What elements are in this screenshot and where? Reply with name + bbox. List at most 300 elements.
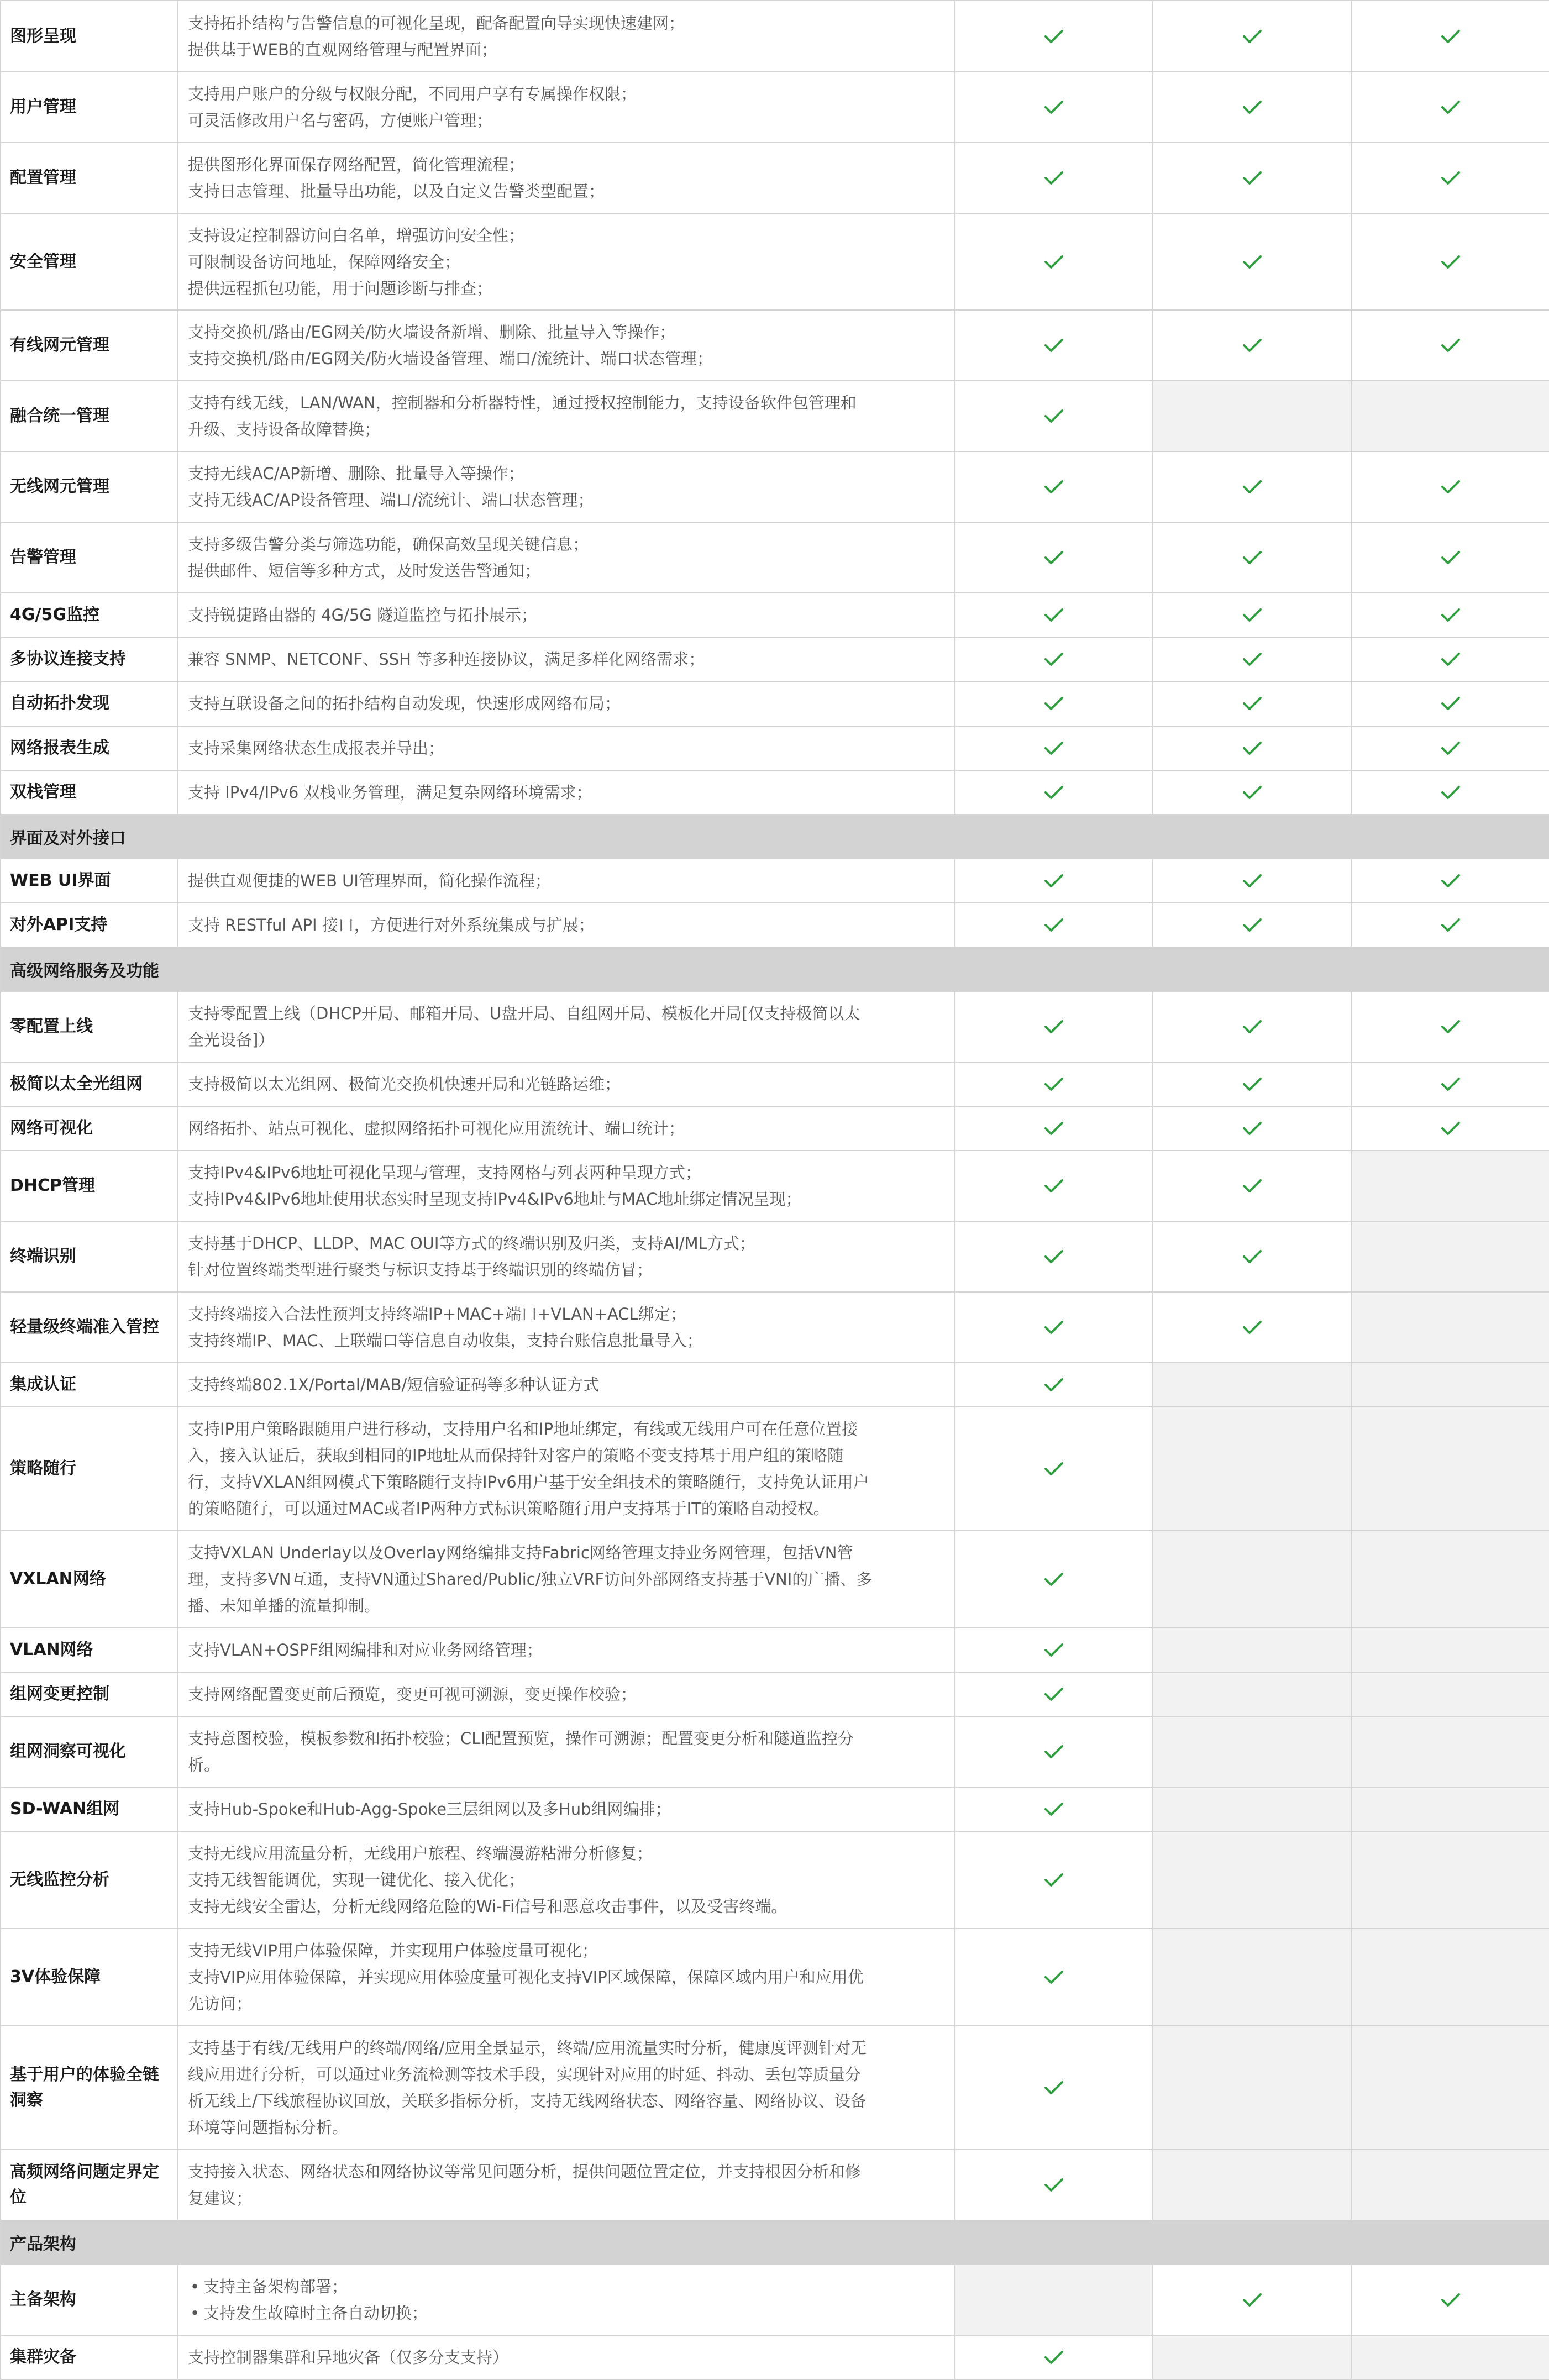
support-cell-unsupported (1351, 1628, 1549, 1672)
support-cell-unsupported (1153, 1716, 1351, 1787)
feature-row (1, 859, 1549, 903)
description-text: 支持 IPv4/IPv6 双栈业务管理，满足复杂网络环境需求； (188, 782, 592, 802)
check-icon (1440, 607, 1461, 623)
feature-description (177, 522, 955, 593)
description-text: 支持无线智能调优，实现一键优化、接入优化； (188, 1871, 525, 1890)
feature-name: SD-WAN组网 (1, 1787, 177, 1831)
description-text: 支持设定控制器访问白名单，增强访问安全性； (188, 225, 525, 245)
support-cell-supported (1153, 770, 1351, 815)
description-text: 支持主备架构部署； (203, 2277, 348, 2296)
description-line (188, 1593, 942, 1619)
support-cell-supported (955, 1221, 1153, 1292)
description-line (188, 602, 942, 628)
feature-description (177, 451, 955, 522)
feature-name: 无线监控分析 (1, 1831, 177, 1929)
description-text: 复建议； (188, 2188, 253, 2208)
check-icon (1440, 338, 1461, 353)
feature-name: 高频网络问题定界定位 (1, 2150, 177, 2220)
support-cell-supported (955, 1787, 1153, 1831)
support-cell-supported (955, 770, 1153, 815)
support-cell-unsupported (1351, 1531, 1549, 1628)
description-line (188, 10, 942, 36)
support-cell-unsupported (1153, 1363, 1351, 1407)
support-cell-supported (1153, 991, 1351, 1062)
feature-description (177, 72, 955, 143)
description-line (188, 345, 942, 372)
description-line (188, 1115, 942, 1142)
description-line (188, 1867, 942, 1893)
description-text: 支持终端接入合法性预判支持终端IP+MAC+端口+VLAN+ACL绑定； (188, 1304, 686, 1323)
description-line (188, 912, 942, 938)
description-text: 支持采集网络状态生成报表并导出； (188, 738, 445, 758)
check-icon (1043, 1801, 1064, 1817)
feature-description (177, 1150, 955, 1221)
support-cell-supported (1351, 726, 1549, 770)
support-cell-supported (955, 1831, 1153, 1929)
support-cell-supported (1351, 1, 1549, 72)
support-cell-unsupported (1153, 381, 1351, 451)
description-text: 入，接入认证后，获取到相同的IP地址从而保持针对客户的策略不变支持基于用户组的策略随 (188, 1446, 844, 1465)
feature-name: 网络可视化 (1, 1106, 177, 1150)
description-text: 支持无线AC/AP新增、删除、批量导入等操作； (188, 464, 524, 484)
feature-description (177, 2150, 955, 2220)
check-icon (1242, 652, 1263, 667)
description-text: 网络拓扑、站点可视化、虚拟网络拓扑可视化应用流统计、端口统计； (188, 1118, 685, 1138)
check-icon (1242, 550, 1263, 565)
support-cell-unsupported (1351, 2335, 1549, 2379)
feature-row (1, 381, 1549, 451)
description-line (188, 107, 942, 134)
feature-row (1, 1831, 1549, 1929)
support-cell-supported (1153, 593, 1351, 637)
feature-row (1, 1929, 1549, 2026)
support-cell-supported (1351, 859, 1549, 903)
support-cell-supported (1153, 903, 1351, 947)
check-icon (1043, 652, 1064, 667)
description-line (188, 275, 942, 302)
feature-row (1, 1407, 1549, 1531)
support-cell-supported (955, 859, 1153, 903)
feature-name: 融合统一管理 (1, 381, 177, 451)
section-title: 产品架构 (1, 2220, 1549, 2265)
feature-name: 无线网元管理 (1, 451, 177, 522)
description-text: 支持无线AC/AP设备管理、端口/流统计、端口状态管理； (188, 491, 594, 510)
support-cell-supported (1153, 1, 1351, 72)
check-icon (1043, 1019, 1064, 1034)
description-line (188, 1469, 942, 1495)
check-icon (1043, 1461, 1064, 1477)
check-icon (1242, 1249, 1263, 1264)
check-icon (1043, 2350, 1064, 2365)
support-cell-supported (955, 1292, 1153, 1363)
feature-row (1, 1363, 1549, 1407)
check-icon (1440, 1076, 1461, 1092)
description-text: 兼容 SNMP、NETCONF、SSH 等多种连接协议，满足多样化网络需求； (188, 650, 705, 669)
description-line (188, 81, 942, 107)
description-line (188, 2273, 942, 2300)
feature-name: 终端识别 (1, 1221, 177, 1292)
check-icon (1242, 607, 1263, 623)
description-line (188, 1725, 942, 1752)
support-cell-unsupported (1153, 1831, 1351, 1929)
feature-description (177, 1831, 955, 1929)
feature-name: 自动拓扑发现 (1, 681, 177, 726)
support-cell-unsupported (1351, 1363, 1549, 1407)
description-text: 先访问； (188, 1994, 253, 2014)
description-text: 环境等问题指标分析。 (188, 2118, 349, 2137)
check-icon (1440, 170, 1461, 186)
description-text: 升级、支持设备故障替换； (188, 420, 381, 439)
check-icon (1043, 1572, 1064, 1587)
feature-row (1, 1062, 1549, 1106)
section-header-row (1, 815, 1549, 859)
support-cell-supported (955, 2026, 1153, 2149)
check-icon (1043, 1249, 1064, 1264)
support-cell-supported (1153, 1292, 1351, 1363)
support-cell-unsupported (1153, 1787, 1351, 1831)
check-icon (1043, 917, 1064, 933)
support-cell-supported (1153, 637, 1351, 681)
description-line (188, 868, 942, 894)
feature-row (1, 1628, 1549, 1672)
feature-row (1, 310, 1549, 381)
description-line (188, 36, 942, 63)
check-icon (1242, 917, 1263, 933)
description-text: 全光设备]） (188, 1030, 275, 1049)
check-icon (1440, 2292, 1461, 2308)
feature-row (1, 1716, 1549, 1787)
description-text: 支持接入状态、网络状态和网络协议等常见问题分析，提供问题位置定位，并支持根因分析和修 (188, 2162, 862, 2181)
description-line (188, 1540, 942, 1566)
feature-description (177, 1929, 955, 2026)
check-icon (1440, 696, 1461, 711)
description-text: 线应用进行分析，可以通过业务流检测等技术手段，实现针对应用的时延、抖动、丢包等质量分 (188, 2064, 862, 2084)
check-icon (1440, 1019, 1461, 1034)
support-cell-supported (955, 72, 1153, 143)
support-cell-unsupported (1153, 2150, 1351, 2220)
description-line (188, 222, 942, 249)
description-line (188, 558, 942, 584)
support-cell-supported (955, 1106, 1153, 1150)
support-cell-supported (955, 381, 1153, 451)
description-line (188, 1637, 942, 1663)
feature-row (1, 72, 1549, 143)
description-line (188, 2158, 942, 2185)
feature-description (177, 637, 955, 681)
feature-row (1, 2026, 1549, 2149)
description-text: 析无线上/下线旅程协议回放，关联多指标分析，支持无线网络状态、网络容量、网络协议、设备 (188, 2091, 867, 2110)
check-icon (1043, 1744, 1064, 1759)
description-line (188, 178, 942, 204)
check-icon (1242, 170, 1263, 186)
check-icon (1242, 1178, 1263, 1194)
description-line (188, 531, 942, 558)
feature-description (177, 859, 955, 903)
feature-description (177, 1, 955, 72)
description-line (188, 1416, 942, 1442)
feature-name: 配置管理 (1, 143, 177, 213)
description-text: 支持IPv4&IPv6地址可视化呈现与管理，支持网格与列表两种呈现方式； (188, 1163, 701, 1182)
check-icon (1440, 740, 1461, 756)
feature-description (177, 1407, 955, 1531)
feature-description (177, 770, 955, 815)
support-cell-supported (955, 1363, 1153, 1407)
feature-name: 用户管理 (1, 72, 177, 143)
description-text: 支持发生故障时主备自动切换； (203, 2303, 428, 2323)
support-cell-unsupported (1351, 1831, 1549, 1929)
feature-row (1, 681, 1549, 726)
description-line (188, 2300, 942, 2326)
feature-row (1, 1787, 1549, 1831)
description-line (188, 735, 942, 761)
feature-row (1, 451, 1549, 522)
support-cell-supported (955, 1716, 1153, 1787)
feature-description (177, 991, 955, 1062)
check-icon (1043, 1320, 1064, 1335)
support-cell-supported (1153, 522, 1351, 593)
description-line (188, 1752, 942, 1778)
support-cell-supported (1153, 451, 1351, 522)
check-icon (1043, 1969, 1064, 1985)
description-line (188, 2185, 942, 2211)
description-line (188, 1681, 942, 1707)
support-cell-unsupported (1351, 1929, 1549, 2026)
support-cell-supported (1153, 859, 1351, 903)
section-header-row (1, 947, 1549, 991)
check-icon (1043, 29, 1064, 44)
feature-description (177, 593, 955, 637)
section-title: 界面及对外接口 (1, 815, 1549, 859)
feature-table-body (1, 1, 1549, 2379)
description-line (188, 2114, 942, 2141)
check-icon (1242, 1121, 1263, 1136)
feature-name: 组网洞察可视化 (1, 1716, 177, 1787)
description-line (188, 2035, 942, 2061)
description-line (188, 1964, 942, 1990)
support-cell-supported (955, 451, 1153, 522)
description-line (188, 1372, 942, 1398)
description-text: 的策略随行，可以通过MAC或者IP两种方式标识策略随行用户支持基于IT的策略自动授权。 (188, 1499, 829, 1519)
feature-description (177, 1716, 955, 1787)
description-text: 支持无线VIP用户体验保障，并实现用户体验度量可视化； (188, 1941, 598, 1961)
support-cell-unsupported (1351, 381, 1549, 451)
support-cell-supported (955, 1, 1153, 72)
check-icon (1043, 2177, 1064, 2193)
feature-row (1, 1150, 1549, 1221)
check-icon (1440, 99, 1461, 115)
support-cell-supported (1153, 310, 1351, 381)
support-cell-supported (1153, 681, 1351, 726)
feature-name: 极简以太全光组网 (1, 1062, 177, 1106)
feature-name: 图形呈现 (1, 1, 177, 72)
support-cell-supported (955, 726, 1153, 770)
check-icon (1043, 740, 1064, 756)
check-icon (1440, 479, 1461, 495)
feature-row (1, 143, 1549, 213)
support-cell-supported (1351, 770, 1549, 815)
feature-name: 集群灾备 (1, 2335, 177, 2379)
feature-description (177, 1628, 955, 1672)
description-text: 提供基于WEB的直观网络管理与配置界面； (188, 40, 497, 59)
description-text: 支持意图校验，模板参数和拓扑校验；CLI配置预览，操作可溯源；配置变更分析和隧道监控分 (188, 1729, 854, 1748)
support-cell-supported (955, 991, 1153, 1062)
feature-description (177, 1106, 955, 1150)
feature-name: 轻量级终端准入管控 (1, 1292, 177, 1363)
check-icon (1242, 99, 1263, 115)
check-icon (1242, 1076, 1263, 1092)
description-text: 支持交换机/路由/EG网关/防火墙设备管理、端口/流统计、端口状态管理； (188, 349, 713, 369)
feature-name: 对外API支持 (1, 903, 177, 947)
description-text: 支持用户账户的分级与权限分配，不同用户享有专属操作权限； (188, 85, 637, 104)
support-cell-unsupported (1351, 1292, 1549, 1363)
feature-name: 双栈管理 (1, 770, 177, 815)
support-cell-supported (1153, 72, 1351, 143)
feature-name: VLAN网络 (1, 1628, 177, 1672)
description-text: 提供直观便捷的WEB UI管理界面，简化操作流程； (188, 871, 551, 890)
support-cell-supported (1351, 451, 1549, 522)
feature-name: 基于用户的体验全链洞察 (1, 2026, 177, 2149)
support-cell-supported (955, 593, 1153, 637)
feature-name: 零配置上线 (1, 991, 177, 1062)
check-icon (1043, 2080, 1064, 2095)
support-cell-unsupported (1153, 2026, 1351, 2149)
check-icon (1440, 785, 1461, 800)
support-cell-supported (955, 310, 1153, 381)
description-line (188, 1990, 942, 2017)
description-line (188, 487, 942, 513)
feature-description (177, 726, 955, 770)
description-text: 支持基于有线/无线用户的终端/网络/应用全景显示，终端/应用流量实时分析，健康度评测针对无 (188, 2038, 867, 2057)
feature-row (1, 2265, 1549, 2335)
feature-row (1, 991, 1549, 1062)
description-line (188, 1327, 942, 1354)
description-line (188, 1442, 942, 1469)
check-icon (1440, 29, 1461, 44)
description-line (188, 1027, 942, 1053)
check-icon (1242, 29, 1263, 44)
feature-name: 有线网元管理 (1, 310, 177, 381)
feature-row (1, 903, 1549, 947)
feature-name: 告警管理 (1, 522, 177, 593)
description-text: 支持终端802.1X/Portal/MAB/短信验证码等多种认证方式 (188, 1375, 600, 1394)
description-text: 支持无线应用流量分析，无线用户旅程、终端漫游粘滞分析修复； (188, 1844, 653, 1863)
check-icon (1242, 2292, 1263, 2308)
support-cell-unsupported (1351, 1716, 1549, 1787)
feature-description (177, 1062, 955, 1106)
description-text: 支持终端IP、MAC、上联端口等信息自动收集，支持台账信息批量导入； (188, 1331, 703, 1350)
description-text: 支持IP用户策略跟随用户进行移动，支持用户名和IP地址绑定，有线或无线用户可在任意位置接 (188, 1420, 858, 1439)
support-cell-supported (1153, 726, 1351, 770)
check-icon (1440, 550, 1461, 565)
description-line (188, 1186, 942, 1212)
feature-description (177, 2026, 955, 2149)
feature-row (1, 1672, 1549, 1716)
feature-name: 组网变更控制 (1, 1672, 177, 1716)
description-line (188, 1159, 942, 1186)
description-text: 支持控制器集群和异地灾备（仅多分支支持） (188, 2347, 509, 2367)
description-line (188, 1301, 942, 1327)
feature-description (177, 903, 955, 947)
section-header-row (1, 2220, 1549, 2265)
support-cell-supported (955, 522, 1153, 593)
feature-name: 策略随行 (1, 1407, 177, 1531)
check-icon (1043, 170, 1064, 186)
check-icon (1043, 1076, 1064, 1092)
support-cell-supported (1351, 991, 1549, 1062)
description-line (188, 2088, 942, 2114)
support-cell-unsupported (955, 2265, 1153, 2335)
description-text: 支持网络配置变更前后预览，变更可视可溯源，变更操作校验； (188, 1685, 637, 1704)
support-cell-supported (1153, 2265, 1351, 2335)
support-cell-unsupported (1351, 1407, 1549, 1531)
feature-row (1, 1221, 1549, 1292)
description-text: 播、未知单播的流量抑制。 (188, 1596, 381, 1616)
description-text: 可限制设备访问地址，保障网络安全； (188, 252, 461, 271)
support-cell-supported (955, 1150, 1153, 1221)
description-text: 支持 RESTful API 接口，方便进行对外系统集成与扩展； (188, 915, 595, 934)
check-icon (1242, 785, 1263, 800)
description-line (188, 1000, 942, 1027)
check-icon (1043, 873, 1064, 889)
feature-row (1, 2150, 1549, 2220)
support-cell-unsupported (1153, 1531, 1351, 1628)
feature-row (1, 1, 1549, 72)
support-cell-unsupported (1153, 1407, 1351, 1531)
feature-description (177, 2265, 955, 2335)
description-text: 可灵活修改用户名与密码，方便账户管理； (188, 111, 493, 130)
support-cell-supported (1351, 593, 1549, 637)
feature-name: 网络报表生成 (1, 726, 177, 770)
support-cell-supported (1351, 72, 1549, 143)
feature-description (177, 1672, 955, 1716)
feature-row (1, 637, 1549, 681)
description-text: 支持有线无线，LAN/WAN，控制器和分析器特性，通过授权控制能力，支持设备软件包管理和 (188, 393, 857, 413)
support-cell-supported (955, 637, 1153, 681)
description-line (188, 1230, 942, 1257)
support-cell-unsupported (1153, 1628, 1351, 1672)
feature-description (177, 143, 955, 213)
description-text: 提供远程抓包功能，用于问题诊断与排查； (188, 279, 493, 298)
support-cell-supported (955, 213, 1153, 310)
description-line (188, 2061, 942, 2088)
feature-row (1, 593, 1549, 637)
check-icon (1242, 338, 1263, 353)
description-text: 支持Hub-Spoke和Hub-Agg-Spoke三层组网以及多Hub组网编排； (188, 1800, 671, 1819)
description-line (188, 1937, 942, 1964)
feature-description (177, 1292, 955, 1363)
description-line (188, 1840, 942, 1867)
description-text: 支持日志管理、批量导出功能，以及自定义告警类型配置； (188, 182, 605, 201)
description-line (188, 416, 942, 443)
description-line (188, 390, 942, 416)
check-icon (1043, 696, 1064, 711)
description-text: 支持IPv4&IPv6地址使用状态实时呈现支持IPv4&IPv6地址与MAC地址绑定情况呈现； (188, 1189, 802, 1209)
check-icon (1242, 696, 1263, 711)
check-icon (1043, 1687, 1064, 1702)
check-icon (1043, 607, 1064, 623)
feature-description (177, 310, 955, 381)
description-line (188, 1071, 942, 1097)
feature-row (1, 2335, 1549, 2379)
feature-description (177, 381, 955, 451)
support-cell-supported (1153, 1150, 1351, 1221)
feature-row (1, 726, 1549, 770)
description-line (188, 1796, 942, 1822)
description-text: 支持VIP应用体验保障，并实现应用体验度量可视化支持VIP区域保障，保障区域内用户和应用优 (188, 1968, 864, 1987)
support-cell-supported (955, 1407, 1153, 1531)
description-text: 行，支持VXLAN组网模式下策略随行支持IPv6用户基于安全组技术的策略随行，支持免认证用户 (188, 1473, 869, 1492)
support-cell-supported (955, 2150, 1153, 2220)
